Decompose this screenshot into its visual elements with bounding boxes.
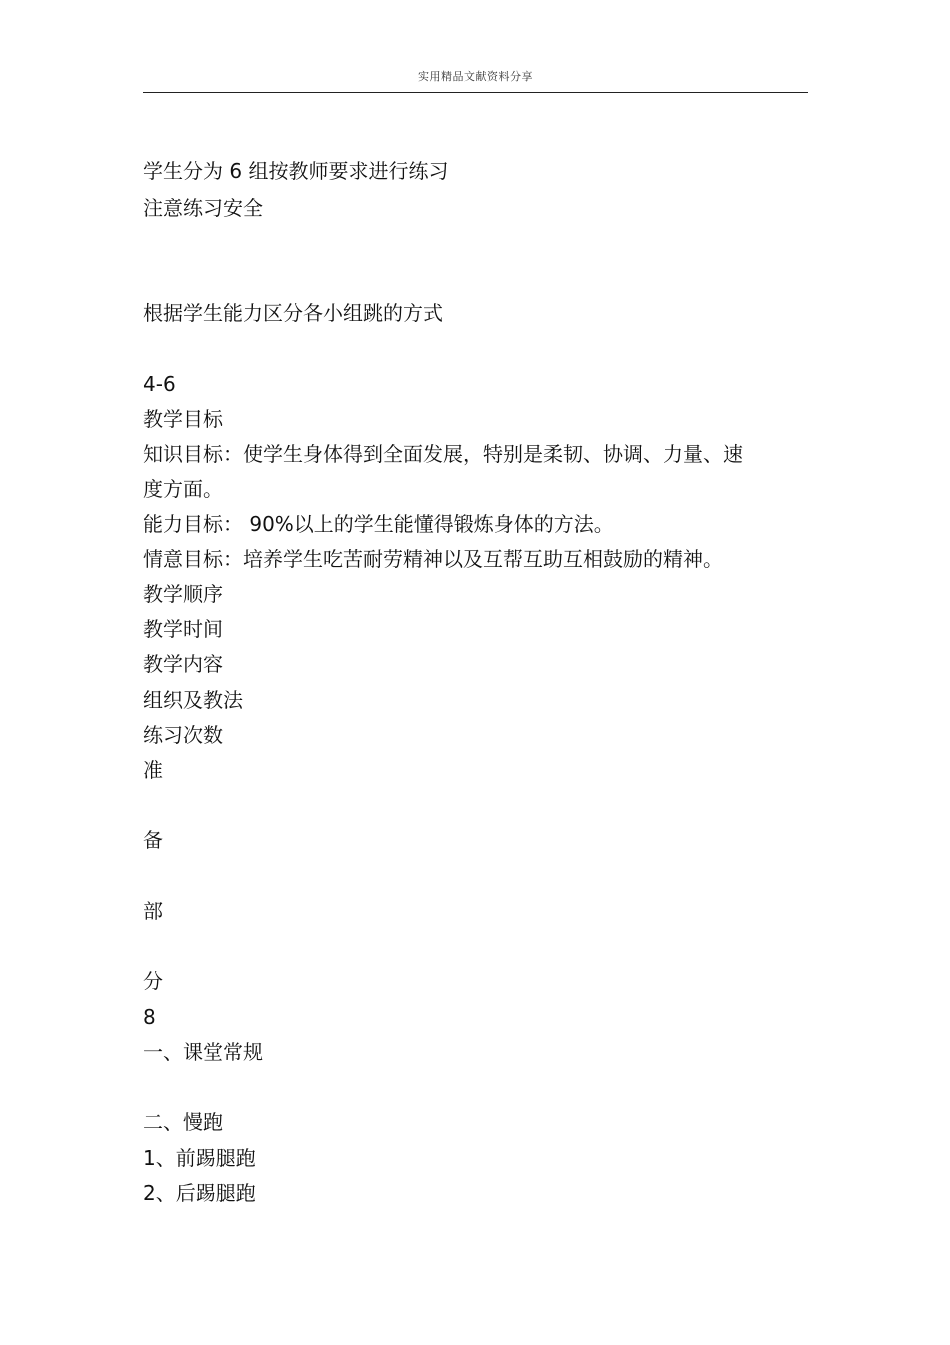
text-line-practice-times: 练习次数: [143, 723, 223, 747]
text-line-emotion-goal: 情意目标：培养学生吃苦耐劳精神以及互帮互助互相鼓励的精神。: [143, 547, 723, 571]
text-line-count: 4-6: [143, 372, 176, 396]
text-line-teaching-time: 教学时间: [143, 617, 223, 641]
text-line-teaching-goals: 教学目标: [143, 407, 223, 431]
text-line-teaching-content: 教学内容: [143, 652, 223, 676]
text-line-organization: 组织及教法: [143, 688, 243, 712]
text-line-bei: 备: [143, 828, 163, 852]
text-line-knowledge-goal: 知识目标：使学生身体得到全面发展，特别是柔韧、协调、力量、速: [143, 442, 743, 466]
text-line-bu: 部: [143, 899, 163, 923]
text-line-teaching-order: 教学顺序: [143, 582, 223, 606]
text-line-back-kick-run: 2、后踢腿跑: [143, 1181, 256, 1205]
text-line-class-routine: 一、课堂常规: [143, 1040, 263, 1064]
header-title: 实用精品文献资料分享: [418, 70, 533, 83]
text-line-jogging: 二、慢跑: [143, 1110, 223, 1134]
text-line-ability-goal: 能力目标： 90%以上的学生能懂得锻炼身体的方法。: [143, 512, 614, 536]
page-header: [143, 60, 808, 93]
text-line-fen: 分: [143, 969, 163, 993]
text-line-group-practice: 学生分为 6 组按教师要求进行练习: [143, 159, 449, 183]
text-line-eight: 8: [143, 1005, 156, 1029]
text-line-jump-method: 根据学生能力区分各小组跳的方式: [143, 301, 443, 325]
text-line-front-kick-run: 1、前踢腿跑: [143, 1146, 256, 1170]
text-line-zhun: 准: [143, 758, 163, 782]
text-line-safety: 注意练习安全: [143, 196, 263, 220]
text-line-knowledge-goal-cont: 度方面。: [143, 477, 223, 501]
